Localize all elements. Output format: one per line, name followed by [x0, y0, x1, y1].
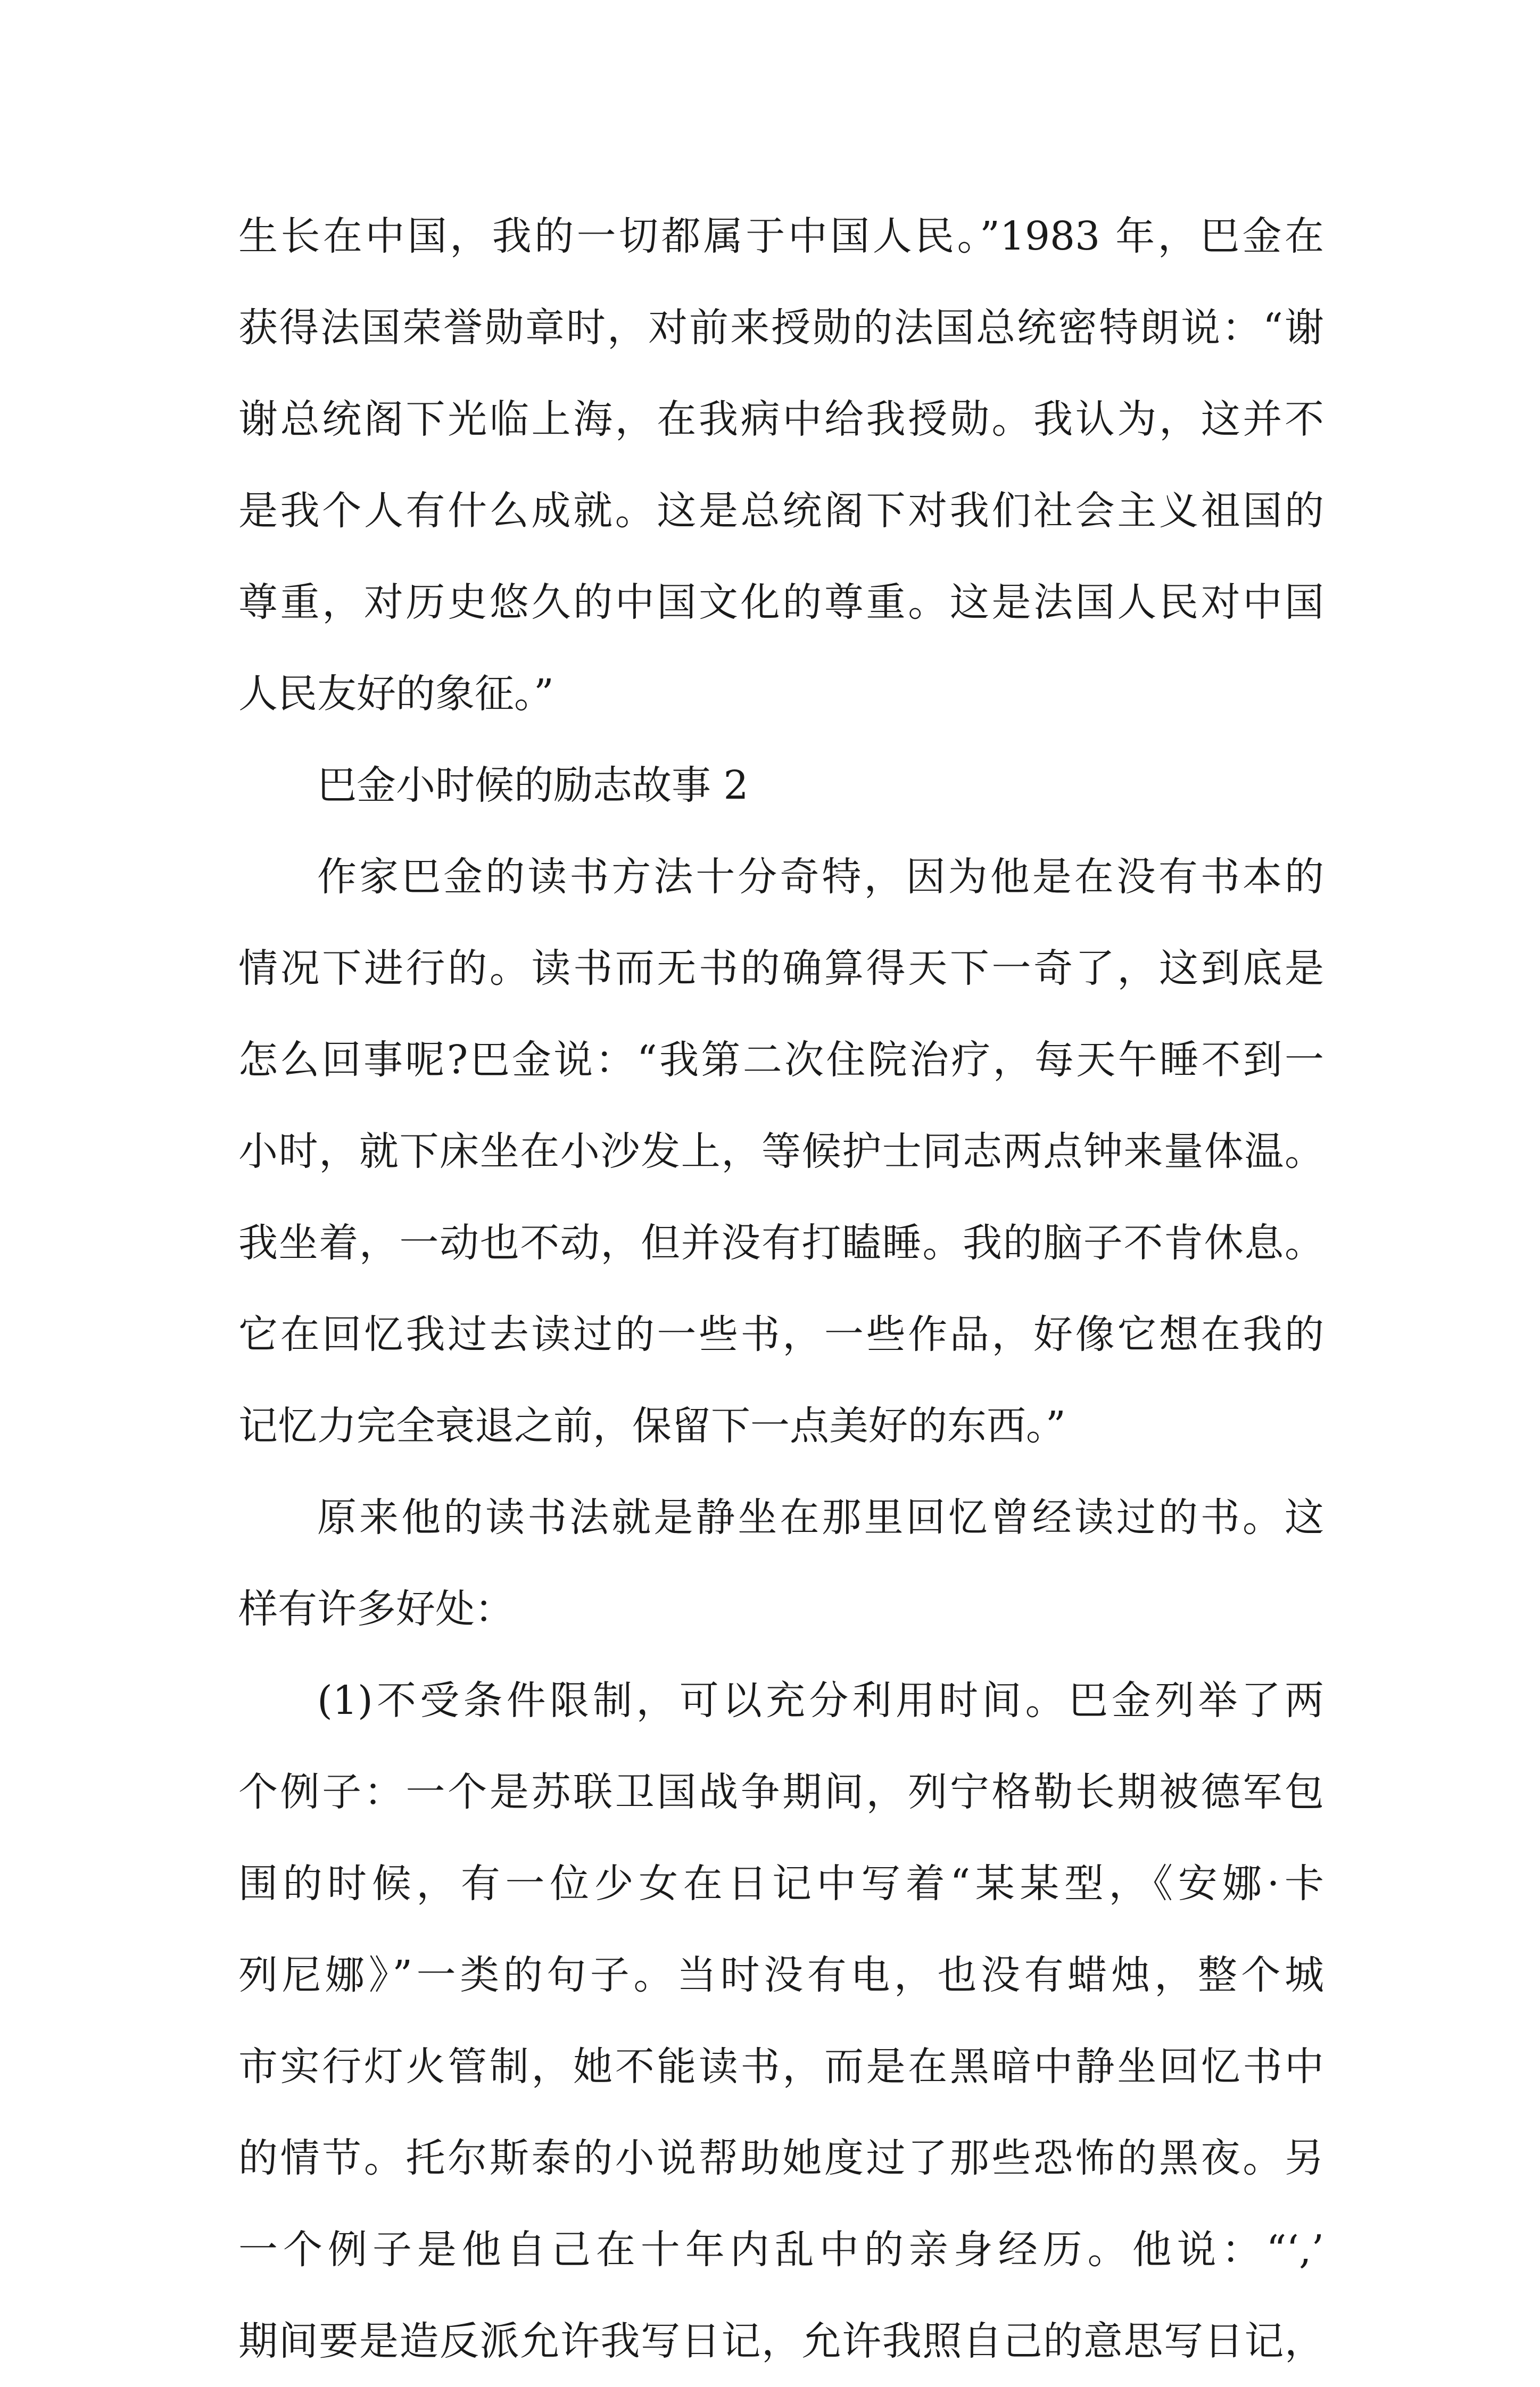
- text-line: 的情节。托尔斯泰的小说帮助她度过了那些恐怖的黑夜。另: [238, 2135, 1324, 2181]
- text-line: 列尼娜》”一类的句子。当时没有电，也没有蜡烛，整个城: [238, 1952, 1324, 1998]
- text-line: 尊重，对历史悠久的中国文化的尊重。这是法国人民对中国: [238, 579, 1324, 625]
- text-line: 一个例子是他自己在十年内乱中的亲身经历。他说：“‘,’: [238, 2227, 1324, 2273]
- text-line: 期间要是造反派允许我写日记，允许我照自己的意思写日记，: [238, 2318, 1324, 2364]
- section-heading: 巴金小时候的励志故事 2: [317, 762, 749, 808]
- text-line: 是我个人有什么成就。这是总统阁下对我们社会主义祖国的: [238, 488, 1324, 534]
- text-line: 原来他的读书法就是静坐在那里回忆曾经读过的书。这: [317, 1495, 1324, 1540]
- text-line: 谢总统阁下光临上海，在我病中给我授勋。我认为，这并不: [238, 396, 1324, 442]
- text-line: 它在回忆我过去读过的一些书，一些作品，好像它想在我的: [238, 1312, 1324, 1357]
- text-line: 生长在中国，我的一切都属于中国人民。”1983 年，巴金在: [238, 213, 1324, 259]
- text-line: 获得法国荣誉勋章时，对前来授勋的法国总统密特朗说：“谢: [238, 305, 1324, 351]
- text-line: 作家巴金的读书方法十分奇特，因为他是在没有书本的: [317, 854, 1324, 900]
- text-line: 小时，就下床坐在小沙发上，等候护士同志两点钟来量体温。: [238, 1129, 1324, 1174]
- text-line: 记忆力完全衰退之前，保留下一点美好的东西。”: [238, 1403, 1066, 1449]
- text-line: 个例子：一个是苏联卫国战争期间，列宁格勒长期被德军包: [238, 1769, 1324, 1815]
- document-body: [238, 190, 1324, 2387]
- text-line: (1)不受条件限制，可以充分利用时间。巴金列举了两: [317, 1678, 1324, 1723]
- text-line: 情况下进行的。读书而无书的确算得天下一奇了，这到底是: [238, 946, 1324, 991]
- text-line: 人民友好的象征。”: [238, 671, 554, 717]
- text-line: 我坐着，一动也不动，但并没有打瞌睡。我的脑子不肯休息。: [238, 1220, 1324, 1266]
- text-line: 围的时候，有一位少女在日记中写着“某某型，《安娜·卡: [238, 1861, 1324, 1907]
- text-line: 市实行灯火管制，她不能读书，而是在黑暗中静坐回忆书中: [238, 2044, 1324, 2090]
- text-line: 样有许多好处：: [238, 1586, 514, 1632]
- text-line: 怎么回事呢?巴金说：“我第二次住院治疗，每天午睡不到一: [238, 1037, 1324, 1083]
